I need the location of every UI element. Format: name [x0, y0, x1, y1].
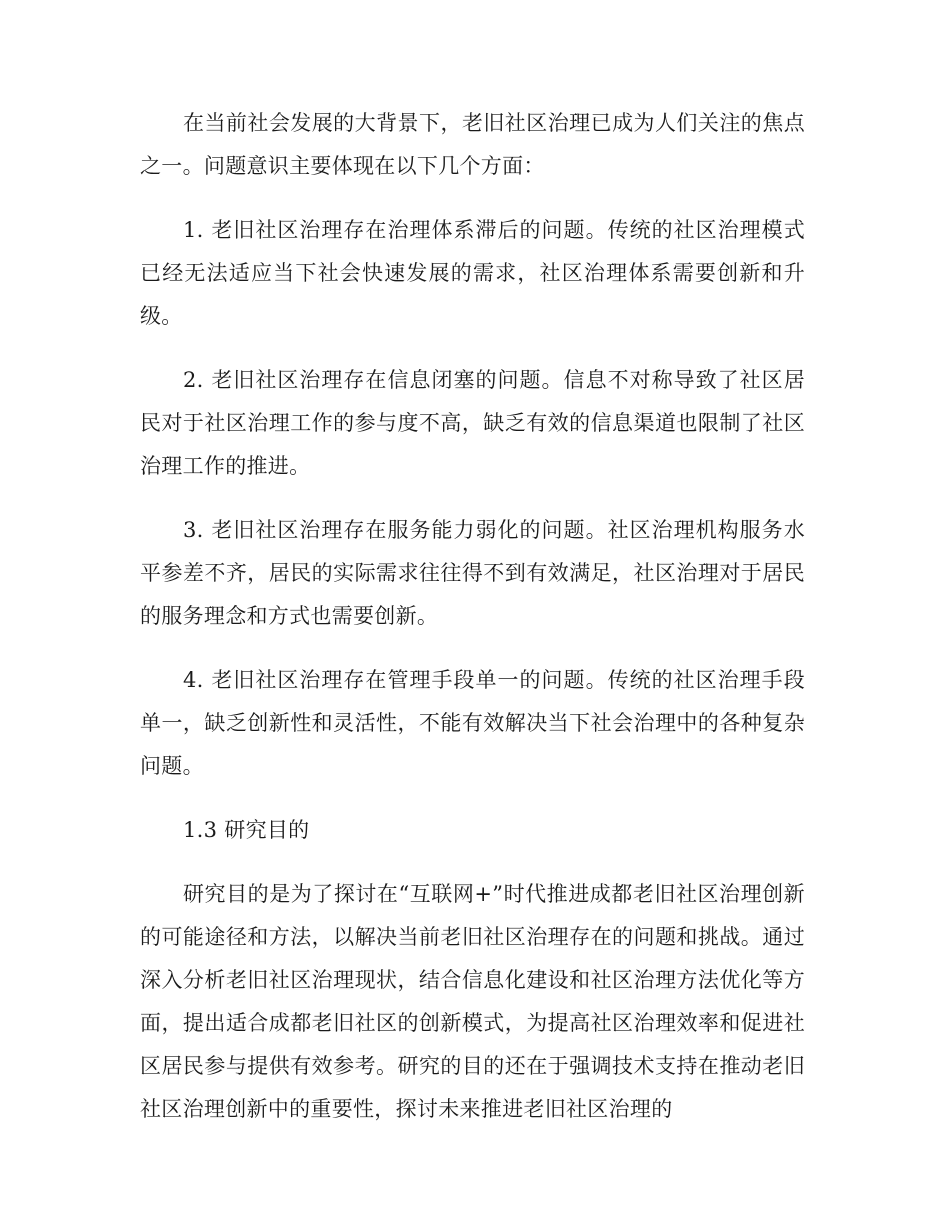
problem-item-3: 3. 老旧社区治理存在服务能力弱化的问题。社区治理机构服务水平参差不齐，居民的实际需求往往得不到有效满足，社区治理对于居民的服务理念和方式也需要创新。 [140, 518, 805, 628]
document-body [140, 102, 805, 1152]
intro-paragraph: 在当前社会发展的大背景下，老旧社区治理已成为人们关注的焦点之一。问题意识主要体现在以下几个方面： [140, 111, 805, 178]
section-heading: 1.3 研究目的 [183, 818, 310, 842]
problem-item-2: 2. 老旧社区治理存在信息闭塞的问题。信息不对称导致了社区居民对于社区治理工作的参与度不高，缺乏有效的信息渠道也限制了社区治理工作的推进。 [140, 368, 805, 478]
problem-item-1: 1. 老旧社区治理存在治理体系滞后的问题。传统的社区治理模式已经无法适应当下社会快速发展的需求，社区治理体系需要创新和升级。 [140, 218, 805, 328]
problem-item-4: 4. 老旧社区治理存在管理手段单一的问题。传统的社区治理手段单一，缺乏创新性和灵活性，不能有效解决当下社会治理中的各种复杂问题。 [140, 668, 805, 778]
research-purpose-paragraph: 研究目的是为了探讨在“互联网+”时代推进成都老旧社区治理创新的可能途径和方法，以解决当前老旧社区治理存在的问题和挑战。通过深入分析老旧社区治理现状，结合信息化建设和社区治理方法优化等方面，提出适合成都老旧社区的创新模式，为提高社区治理效率和促进社区居民参与提供有效参考。研究的目的还在于强调技术支持在推动老旧社区治理创新中的重要性，探讨未来推进老旧社区治理的 [140, 882, 805, 1121]
